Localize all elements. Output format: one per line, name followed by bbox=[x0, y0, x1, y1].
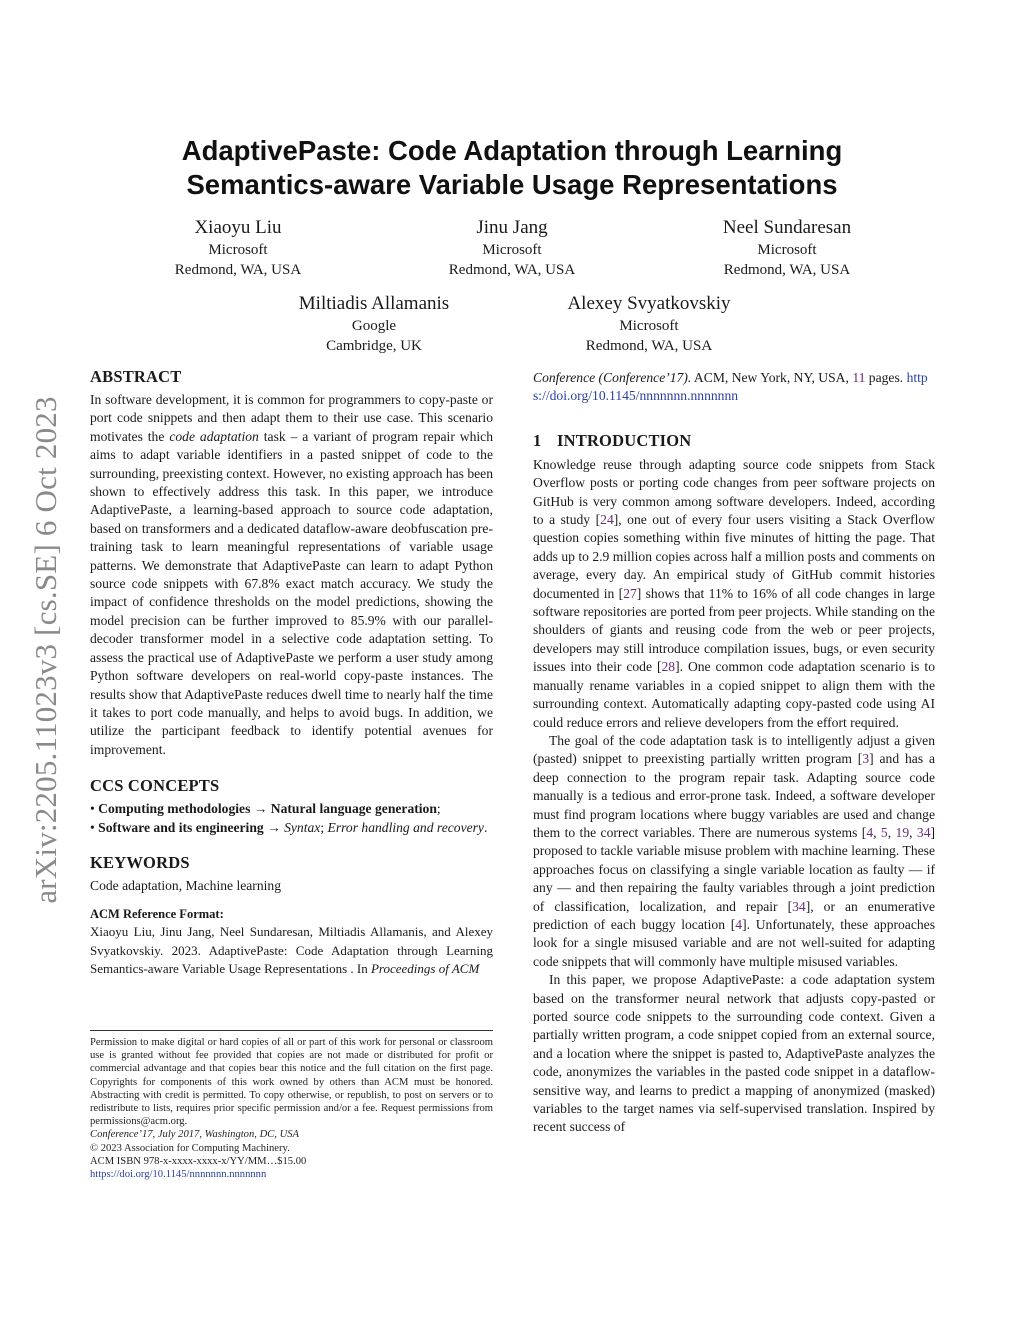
author-location: Redmond, WA, USA bbox=[174, 262, 302, 278]
separator: ; bbox=[320, 819, 325, 835]
author-name: Alexey Svyatkovskiy bbox=[567, 293, 731, 314]
acm-doi-link[interactable]: https://doi.org/10.1145/nnnnnnn.nnnnnnn bbox=[533, 370, 928, 404]
ccs-term: Syntax bbox=[284, 819, 321, 835]
citation-link[interactable]: 19 bbox=[895, 824, 910, 840]
citation-link[interactable]: 4 bbox=[735, 916, 743, 932]
abstract-text bbox=[90, 391, 493, 759]
paragraph-text: ] proposed to tackle variable misuse problem with machine learning. These approaches focus on classifying a single variable location as faulty — if any — and then repairing the faulty variables through a joint prediction of classification, localization, and repair [ bbox=[533, 824, 936, 914]
copyright-line: © 2023 Association for Computing Machinery. bbox=[90, 1142, 290, 1154]
title-line-1: AdaptivePaste: Code Adaptation through Learning bbox=[181, 135, 843, 166]
citation-link[interactable]: 28 bbox=[661, 659, 676, 675]
citation-link[interactable]: 24 bbox=[600, 512, 614, 528]
paragraph-text: Knowledge reuse through adapting source code snippets from Stack Overflow posts or porting code changes from peer software projects on GitHub is very common among software developers. Indeed, according to a study [ bbox=[533, 456, 935, 528]
keywords-text: Code adaptation, Machine learning bbox=[90, 877, 282, 893]
introduction-heading bbox=[533, 430, 935, 452]
title-line-2: Semantics-aware Variable Usage Representations bbox=[186, 169, 838, 200]
author-org: Microsoft bbox=[482, 242, 542, 258]
ccs-term: Natural language generation bbox=[270, 801, 437, 817]
bullet-glyph: • bbox=[90, 819, 95, 835]
acm-reference-part: ACM, New York, NY, USA, bbox=[691, 370, 853, 385]
paragraph-text: ]. One common code adaptation scenario is to manually rename variables in a copied snippet to align them with the surrounding context. Automatically adapting copy-pasted code using AI could reduce errors and relieve developers from the effort required. bbox=[533, 659, 935, 730]
conference-line: Conference’17, July 2017, Washington, DC, USA bbox=[90, 1129, 300, 1141]
bullet-glyph: • bbox=[90, 801, 95, 817]
author-location: Redmond, WA, USA bbox=[448, 262, 576, 278]
page-count-link[interactable]: 11 bbox=[852, 370, 866, 385]
intro-paragraph-2 bbox=[533, 732, 935, 971]
acm-reference-emphasis: Proceedings of ACM bbox=[370, 960, 480, 976]
abstract-heading: ABSTRACT bbox=[90, 367, 182, 386]
acm-reference-text bbox=[90, 923, 493, 978]
keywords-heading: KEYWORDS bbox=[90, 852, 190, 872]
author-block bbox=[529, 292, 769, 356]
author-block bbox=[254, 292, 494, 356]
citation-link[interactable]: 27 bbox=[623, 585, 637, 601]
paragraph-text: ], one out of every four users visiting a Stack Overflow question copies something within five minutes of hitting the page. That adds up to 2.9 million copies across half a million posts and comments on average, every day. An empirical study of GitHub commit histories documented in [ bbox=[533, 512, 935, 601]
citation-link[interactable]: 34 bbox=[916, 824, 931, 840]
author-location: Cambridge, UK bbox=[326, 338, 422, 354]
intro-paragraph-1 bbox=[533, 456, 935, 732]
ccs-heading: CCS CONCEPTS bbox=[90, 776, 220, 796]
acm-reference-part: Xiaoyu Liu, Jinu Jang, Neel Sundaresan, Miltiadis Allamanis, and Alexey Svyatkovskiy. 2023. AdaptivePaste: Code Adaptation through Learning Semantics-aware Variable Usage Representations . In bbox=[90, 924, 493, 976]
isbn-line: ACM ISBN 978-x-xxxx-xxxx-x/YY/MM…$15.00 bbox=[90, 1155, 307, 1167]
paper-title bbox=[120, 134, 904, 202]
author-name: Miltiadis Allamanis bbox=[298, 293, 450, 314]
abstract-text-part: In software development, it is common for programmers to copy-paste or port code snippets and then adapt them to their use case. This scenario motivates the bbox=[90, 392, 493, 444]
paragraph-text: ]. Unfortunately, these approaches look for a single misused variable and are not well-suited for adapting code snippets that will commonly have multiple misused variables. bbox=[533, 916, 935, 969]
abstract-emphasis: code adaptation bbox=[169, 428, 259, 444]
paragraph-text: , bbox=[873, 824, 881, 840]
separator: . bbox=[483, 819, 488, 835]
paragraph-text: ] and has a deep connection to the program repair task. Adapting source code manually is a tedious and error-prone task. Indeed, a software developer must find program locations where buggy variables are used and change them to the correct variables. There are numerous systems [ bbox=[533, 751, 935, 840]
author-name: Jinu Jang bbox=[476, 217, 548, 238]
citation-link[interactable]: 34 bbox=[792, 898, 806, 914]
paragraph-text: , bbox=[887, 824, 896, 840]
author-name: Neel Sundaresan bbox=[722, 217, 852, 238]
author-location: Redmond, WA, USA bbox=[585, 338, 713, 354]
paragraph-text: ], or an enumerative prediction of each buggy location [ bbox=[533, 898, 935, 932]
ccs-term: Error handling and recovery bbox=[327, 819, 484, 835]
acm-reference-heading: ACM Reference Format: bbox=[90, 907, 224, 922]
left-column bbox=[90, 366, 493, 978]
paragraph-text: The goal of the code adaptation task is to intelligently adjust a given (pasted) snippet to preexisting partially written program [ bbox=[533, 732, 935, 767]
arrow-glyph: → bbox=[267, 819, 281, 835]
author-org: Microsoft bbox=[208, 242, 268, 258]
acm-reference-part: pages. bbox=[865, 370, 907, 385]
footnote-doi-link[interactable]: https://doi.org/10.1145/nnnnnnn.nnnnnnn bbox=[90, 1169, 267, 1181]
arrow-glyph: → bbox=[253, 801, 268, 817]
permission-notice: Permission to make digital or hard copies of all or part of this work for personal or classroom use is granted without fee provided that copies are not made or distributed for profit or commercial advantage and that copies bear this notice and the full citation on the first page. Copyrights for components of this work owned by others than ACM must be honored. Abstracting with credit is permitted. To copy otherwise, or republish, to post on servers or to redistribute to lists, requires prior specific permission and/or a fee. Request permissions from permissions@acm.org. bbox=[90, 1037, 493, 1128]
copyright-footnote bbox=[90, 1030, 493, 1181]
ccs-concepts bbox=[90, 800, 493, 837]
ccs-term: Software and its engineering bbox=[98, 819, 264, 835]
paragraph-text: , bbox=[909, 824, 917, 840]
citation-link[interactable]: 4 bbox=[866, 824, 874, 840]
author-location: Redmond, WA, USA bbox=[723, 262, 851, 278]
intro-paragraph-3: In this paper, we propose AdaptivePaste: a code adaptation system based on the transformer neural network that adjusts copy-pasted or ported source code snippets to the surrounding code context. Given a partially written program, a code snippet copied from an external source, and a location where the snippet is pasted to, AdaptivePaste analyzes the code, anonymizes the variables in the pasted code snippet in a dataflow-sensitive way, and learns to predict a mapping of anonymized (masked) variables to the target names via self-supervised translation. Inspired by recent success of bbox=[533, 972, 935, 1135]
section-title: INTRODUCTION bbox=[557, 430, 692, 450]
citation-link[interactable]: 5 bbox=[880, 824, 888, 840]
arxiv-side-label bbox=[24, 372, 68, 927]
arxiv-identifier: arXiv:2205.11023v3 [cs.SE] 6 Oct 2023 bbox=[28, 395, 63, 904]
author-block bbox=[392, 216, 632, 280]
author-block bbox=[118, 216, 358, 280]
author-name: Xiaoyu Liu bbox=[194, 217, 282, 238]
separator: ; bbox=[436, 801, 441, 817]
acm-reference-continuation bbox=[533, 369, 935, 406]
abstract-text-part: task – a variant of program repair which aims to adapt variable identifiers in a pasted snippet of code to the surrounding, preexisting context. However, no existing approach has been shown to effectively address this task. In this paper, we introduce AdaptivePaste, a learning-based approach to source code adaptation, based on transformers and a dedicated dataflow-aware deobfuscation pre-training task to learn meaningful representations of variable usage patterns. We demonstrate that AdaptivePaste can learn to adapt Python source code snippets with 67.8% exact match accuracy. We study the impact of confidence thresholds on the model predictions, showing the model precision can be further improved to 85.9% with our parallel-decoder transformer model in a selective code adaptation setting. To assess the practical use of AdaptivePaste we perform a user study among Python software developers on real-world copy-paste instances. The results show that AdaptivePaste reduces dwell time to nearly half the time it takes to port code manually, and helps to avoid bugs. In addition, we utilize the participant feedback to identify potential avenues for improvement. bbox=[90, 428, 494, 757]
citation-link[interactable]: 3 bbox=[862, 751, 870, 767]
right-column bbox=[533, 369, 935, 1137]
author-block bbox=[667, 216, 907, 280]
section-number: 1 bbox=[533, 430, 542, 450]
author-org: Google bbox=[351, 318, 397, 334]
author-org: Microsoft bbox=[619, 318, 679, 334]
author-org: Microsoft bbox=[757, 242, 817, 258]
ccs-term: Computing methodologies bbox=[98, 801, 251, 817]
paragraph-text: ] shows that 11% to 16% of all code changes in large software repositories are ported from peer projects. While standing on the shoulders of giants and reusing code from the web or peer projects, developers may still introduce compilation issues, bugs, or even security issues into their code [ bbox=[533, 585, 935, 675]
acm-reference-emphasis: Conference (Conference’17). bbox=[533, 370, 692, 385]
